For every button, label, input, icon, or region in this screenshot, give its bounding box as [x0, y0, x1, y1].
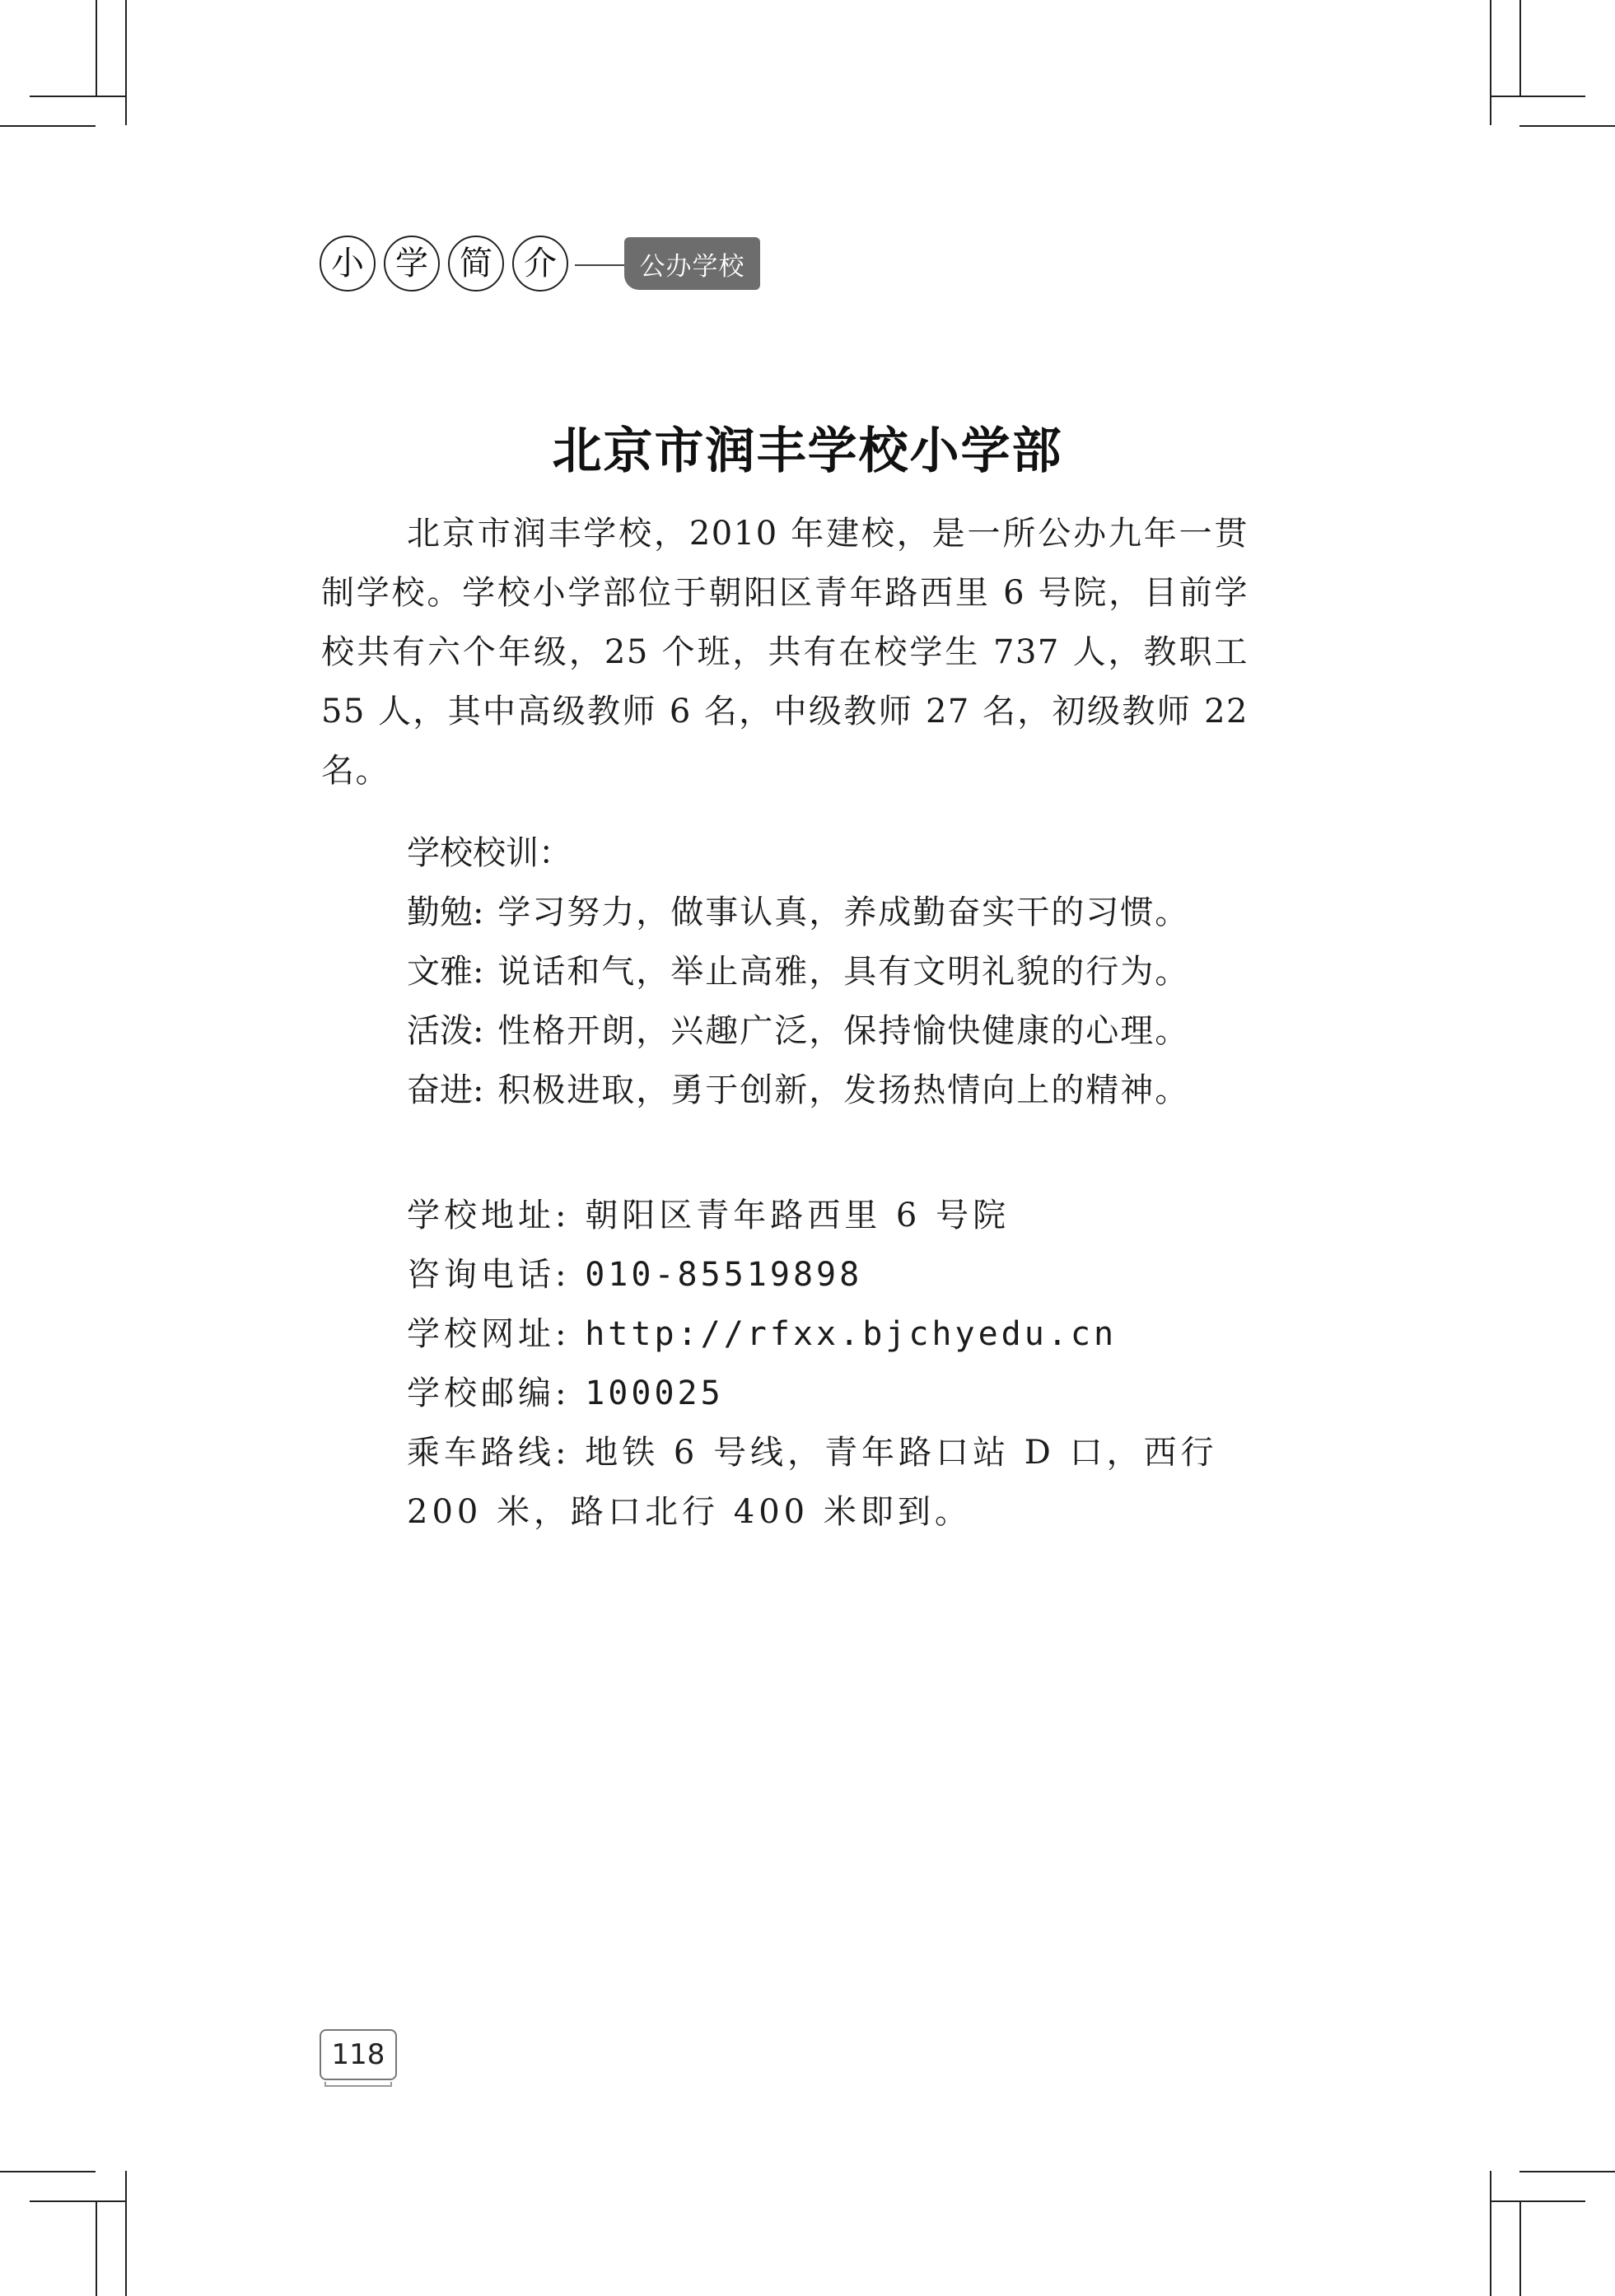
header-circle-char: 简 — [448, 236, 504, 292]
motto-heading: 学校校训： — [407, 834, 572, 872]
motto-text: 性格开朗，兴趣广泛，保持愉快健康的心理。 — [497, 1012, 1190, 1050]
route-value: 地铁 6 号线，青年路口站 D 口，西行 200 米，路口北行 400 米即到。 — [407, 1434, 1218, 1531]
page-number-book-base — [324, 2082, 392, 2087]
phone-value: 010-85519898 — [585, 1256, 863, 1294]
website-label: 学校网址: — [407, 1315, 571, 1353]
motto-item: 文雅: 说话和气，举止高雅，具有文明礼貌的行为。 — [407, 953, 1190, 991]
route-label: 乘车路线: — [407, 1434, 571, 1472]
crop-mark — [1490, 2200, 1585, 2202]
website-link[interactable]: http://rfxx.bjchyedu.cn — [585, 1315, 1118, 1353]
phone-row — [321, 1245, 1249, 1304]
address-row — [321, 1186, 1249, 1245]
crop-mark — [0, 125, 96, 127]
motto-label: 活泼 — [407, 1012, 473, 1050]
crop-mark — [1519, 0, 1521, 96]
postcode-row — [321, 1364, 1249, 1423]
crop-mark — [30, 2200, 125, 2202]
motto-label: 奋进 — [407, 1071, 473, 1109]
school-motto — [407, 824, 1189, 1120]
intro-paragraph — [321, 504, 1249, 800]
crop-mark — [0, 2171, 96, 2172]
crop-mark — [1490, 2171, 1491, 2296]
motto-label: 文雅 — [407, 953, 473, 991]
page-number: 118 — [320, 2029, 397, 2080]
crop-mark — [30, 96, 125, 97]
motto-item: 奋进: 积极进取，勇于创新，发扬热情向上的精神。 — [407, 1071, 1190, 1109]
crop-mark — [125, 2171, 127, 2296]
category-tag: 公办学校 — [624, 237, 760, 290]
header-circle-char: 学 — [384, 236, 440, 292]
page-title: 北京市润丰学校小学部 — [552, 422, 1063, 480]
crop-mark — [96, 0, 97, 96]
crop-mark — [1519, 125, 1615, 127]
route-row — [321, 1423, 1249, 1542]
motto-text: 说话和气，举止高雅，具有文明礼貌的行为。 — [497, 953, 1190, 991]
website-row — [321, 1304, 1249, 1364]
crop-mark — [96, 2200, 97, 2296]
motto-text: 积极进取，勇于创新，发扬热情向上的精神。 — [497, 1071, 1190, 1109]
crop-mark — [1490, 0, 1491, 125]
motto-text: 学习努力，做事认真，养成勤奋实干的习惯。 — [497, 894, 1190, 931]
header-circle-char: 小 — [320, 236, 376, 292]
crop-mark — [1519, 2171, 1615, 2172]
school-info — [321, 1186, 1249, 1542]
crop-mark — [125, 0, 127, 125]
motto-label: 勤勉 — [407, 894, 473, 931]
postcode-value: 100025 — [585, 1374, 724, 1412]
postcode-label: 学校邮编: — [407, 1374, 571, 1412]
address-label: 学校地址: — [407, 1197, 571, 1234]
phone-label: 咨询电话: — [407, 1256, 571, 1294]
crop-mark — [1519, 2200, 1521, 2296]
intro-text: 北京市润丰学校，2010 年建校，是一所公办九年一贯制学校。学校小学部位于朝阳区青年路西里 6 号院，目前学校共有六个年级，25 个班，共有在校学生 737 人，教职工 55 人，其中高级教师 6 名，中级教师 27 名，初级教师 22 名。 — [321, 515, 1249, 790]
header-circle-char: 介 — [512, 236, 568, 292]
motto-item: 勤勉: 学习努力，做事认真，养成勤奋实干的习惯。 — [407, 894, 1190, 931]
crop-mark — [1490, 96, 1585, 97]
address-value: 朝阳区青年路西里 6 号院 — [585, 1197, 1011, 1234]
motto-item: 活泼: 性格开朗，兴趣广泛，保持愉快健康的心理。 — [407, 1012, 1190, 1050]
